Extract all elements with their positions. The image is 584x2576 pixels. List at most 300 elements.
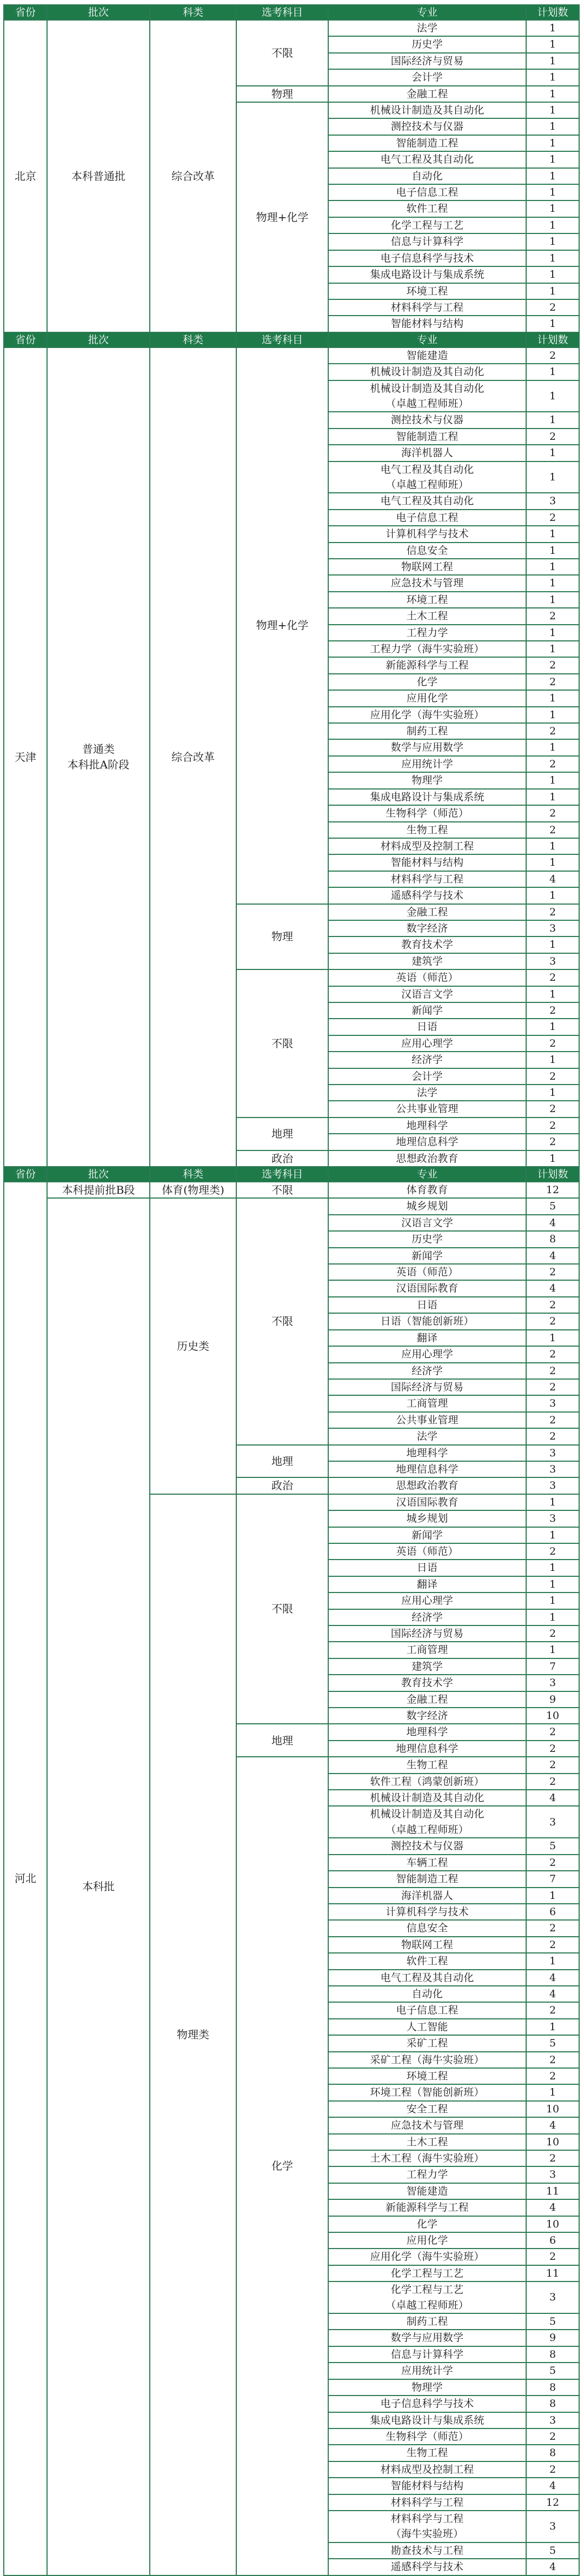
province-cell: 北京 xyxy=(4,20,47,332)
major-cell: 法学 xyxy=(328,20,526,36)
header-batch: 批次 xyxy=(47,332,150,347)
major-cell: 数学与应用数学 xyxy=(328,2330,526,2346)
plan-cell: 9 xyxy=(526,1691,579,1708)
header-batch: 批次 xyxy=(47,5,150,20)
major-cell: 化学工程与工艺 xyxy=(328,2265,526,2281)
major-cell: 工商管理 xyxy=(328,1395,526,1411)
major-cell: 电气工程及其自动化 （卓越工程师班） xyxy=(328,461,526,493)
plan-cell: 5 xyxy=(526,2313,579,2330)
plan-cell: 2 xyxy=(526,1101,579,1117)
major-cell: 数字经济 xyxy=(328,920,526,936)
plan-cell: 1 xyxy=(526,772,579,788)
major-cell: 生物工程 xyxy=(328,2445,526,2461)
major-cell: 工程力学 xyxy=(328,625,526,641)
major-cell: 新闻学 xyxy=(328,1527,526,1543)
major-cell: 生物工程 xyxy=(328,1757,526,1773)
major-cell: 教育技术学 xyxy=(328,1675,526,1691)
major-cell: 工商管理 xyxy=(328,1642,526,1658)
plan-cell: 1 xyxy=(526,1593,579,1609)
header-major: 专业 xyxy=(328,1167,526,1182)
plan-cell: 6 xyxy=(526,2232,579,2249)
plan-cell: 2 xyxy=(526,1625,579,1642)
major-cell: 国际经济与贸易 xyxy=(328,1379,526,1395)
major-cell: 机械设计制造及其自动化 （卓越工程师班） xyxy=(328,1806,526,1838)
plan-cell: 3 xyxy=(526,1510,579,1527)
plan-cell: 1 xyxy=(526,1330,579,1346)
plan-cell: 1 xyxy=(526,838,579,854)
subject-cell: 不限 xyxy=(236,1494,328,1724)
major-cell: 材料成型及控制工程 xyxy=(328,2461,526,2478)
plan-cell: 1 xyxy=(526,233,579,250)
major-cell: 城乡规划 xyxy=(328,1510,526,1527)
plan-cell: 1 xyxy=(526,461,579,493)
major-cell: 遥感科学与技术 xyxy=(328,2559,526,2575)
major-cell: 地理信息科学 xyxy=(328,1134,526,1150)
plan-cell: 2 xyxy=(526,1297,579,1313)
major-cell: 经济学 xyxy=(328,1609,526,1625)
major-cell: 勘查技术与工程 xyxy=(328,2542,526,2559)
major-cell: 地理信息科学 xyxy=(328,1741,526,1757)
major-cell: 物联网工程 xyxy=(328,559,526,575)
major-cell: 建筑学 xyxy=(328,1658,526,1675)
major-cell: 经济学 xyxy=(328,1363,526,1379)
major-cell: 英语（师范） xyxy=(328,1264,526,1280)
plan-cell: 5 xyxy=(526,1198,579,1214)
plan-cell: 8 xyxy=(526,2379,579,2396)
plan-cell: 2 xyxy=(526,657,579,673)
plan-cell: 11 xyxy=(526,2183,579,2199)
plan-cell: 1 xyxy=(526,526,579,542)
plan-cell: 1 xyxy=(526,1953,579,1969)
plan-cell: 1 xyxy=(526,250,579,266)
major-cell: 应急技术与管理 xyxy=(328,575,526,591)
subject-cell: 地理 xyxy=(236,1118,328,1150)
major-cell: 会计学 xyxy=(328,1068,526,1085)
major-cell: 智能建造 xyxy=(328,2183,526,2199)
plan-cell: 1 xyxy=(526,936,579,953)
major-cell: 化学工程与工艺 xyxy=(328,217,526,233)
subject-cell: 物理+化学 xyxy=(236,347,328,904)
major-cell: 经济学 xyxy=(328,1052,526,1068)
subject-cell: 不限 xyxy=(236,1198,328,1444)
plan-cell: 3 xyxy=(526,1477,579,1494)
major-cell: 新能源科学与工程 xyxy=(328,2199,526,2216)
plan-cell: 2 xyxy=(526,1543,579,1560)
plan-cell: 6 xyxy=(526,1904,579,1920)
subject-cell: 不限 xyxy=(236,969,328,1118)
major-cell: 应用统计学 xyxy=(328,756,526,772)
plan-cell: 10 xyxy=(526,2216,579,2232)
plan-cell: 1 xyxy=(526,316,579,332)
subject-cell: 化学 xyxy=(236,1757,328,2575)
subject-cell: 地理 xyxy=(236,1724,328,1757)
plan-cell: 7 xyxy=(526,1871,579,1887)
plan-cell: 1 xyxy=(526,559,579,575)
plan-cell: 2 xyxy=(526,510,579,526)
major-cell: 计算机科学与技术 xyxy=(328,526,526,542)
major-cell: 日语 xyxy=(328,1019,526,1035)
plan-cell: 5 xyxy=(526,2542,579,2559)
major-cell: 应用化学 xyxy=(328,690,526,706)
major-cell: 翻译 xyxy=(328,1576,526,1593)
plan-cell: 2 xyxy=(526,1920,579,1936)
plan-cell: 9 xyxy=(526,2330,579,2346)
province-cell: 天津 xyxy=(4,347,47,1167)
category-cell: 体育(物理类) xyxy=(150,1182,236,1198)
enrollment-plan-table xyxy=(3,4,580,2576)
batch-cell: 本科普通批 xyxy=(47,20,150,332)
major-cell: 应急技术与管理 xyxy=(328,2117,526,2133)
plan-cell: 1 xyxy=(526,412,579,428)
major-cell: 测控技术与仪器 xyxy=(328,118,526,135)
batch-cell: 本科批 xyxy=(47,1198,150,2575)
plan-cell: 1 xyxy=(526,1527,579,1543)
plan-cell: 1 xyxy=(526,102,579,118)
major-cell: 信息安全 xyxy=(328,1920,526,1936)
plan-cell: 2 xyxy=(526,1774,579,1790)
plan-cell: 1 xyxy=(526,1609,579,1625)
major-cell: 集成电路设计与集成系统 xyxy=(328,789,526,805)
plan-cell: 2 xyxy=(526,299,579,316)
major-cell: 汉语国际教育 xyxy=(328,1280,526,1296)
major-cell: 信息安全 xyxy=(328,543,526,559)
header-plan: 计划数 xyxy=(526,1167,579,1182)
plan-cell: 12 xyxy=(526,2494,579,2511)
plan-cell: 2 xyxy=(526,756,579,772)
subject-cell: 物理 xyxy=(236,86,328,102)
plan-cell: 11 xyxy=(526,2265,579,2281)
plan-cell: 2 xyxy=(526,1741,579,1757)
major-cell: 电子信息科学与技术 xyxy=(328,250,526,266)
table-header-row xyxy=(4,1167,579,1182)
major-cell: 智能材料与结构 xyxy=(328,2478,526,2494)
plan-cell: 1 xyxy=(526,283,579,299)
plan-cell: 2 xyxy=(526,347,579,364)
major-cell: 安全工程 xyxy=(328,2101,526,2117)
major-cell: 物理学 xyxy=(328,772,526,788)
major-cell: 海洋机器人 xyxy=(328,1888,526,1904)
major-cell: 土木工程（海牛实验班） xyxy=(328,2150,526,2166)
major-cell: 电气工程及其自动化 xyxy=(328,493,526,509)
major-cell: 法学 xyxy=(328,1085,526,1101)
subject-cell: 不限 xyxy=(236,1182,328,1198)
plan-cell: 1 xyxy=(526,1052,579,1068)
plan-cell: 2 xyxy=(526,1428,579,1444)
header-province: 省份 xyxy=(4,332,47,347)
plan-cell: 3 xyxy=(526,2281,579,2313)
plan-cell: 2 xyxy=(526,1118,579,1134)
plan-cell: 4 xyxy=(526,1970,579,1986)
major-cell: 环境工程 xyxy=(328,592,526,608)
plan-cell: 1 xyxy=(526,986,579,1002)
header-subject: 选考科目 xyxy=(236,332,328,347)
plan-cell: 1 xyxy=(526,707,579,723)
major-cell: 机械设计制造及其自动化 xyxy=(328,102,526,118)
major-cell: 电气工程及其自动化 xyxy=(328,151,526,168)
plan-cell: 4 xyxy=(526,1790,579,1806)
major-cell: 材料科学与工程 xyxy=(328,2494,526,2511)
major-cell: 物联网工程 xyxy=(328,1937,526,1953)
plan-cell: 3 xyxy=(526,953,579,969)
header-major: 专业 xyxy=(328,332,526,347)
major-cell: 生物工程 xyxy=(328,822,526,838)
major-cell: 金融工程 xyxy=(328,904,526,920)
plan-cell: 1 xyxy=(526,445,579,461)
major-cell: 思想政治教育 xyxy=(328,1150,526,1167)
header-batch: 批次 xyxy=(47,1167,150,1182)
plan-cell: 2 xyxy=(526,723,579,739)
header-plan: 计划数 xyxy=(526,332,579,347)
batch-cell: 普通类 本科批A阶段 xyxy=(47,347,150,1167)
plan-cell: 3 xyxy=(526,2511,579,2542)
major-cell: 人工智能 xyxy=(328,2019,526,2035)
major-cell: 公共事业管理 xyxy=(328,1412,526,1428)
major-cell: 土木工程 xyxy=(328,2134,526,2150)
plan-cell: 4 xyxy=(526,2199,579,2216)
plan-cell: 1 xyxy=(526,380,579,412)
plan-cell: 4 xyxy=(526,1215,579,1231)
major-cell: 数学与应用数学 xyxy=(328,739,526,755)
table-header-row xyxy=(4,332,579,347)
plan-cell: 2 xyxy=(526,429,579,445)
plan-cell: 1 xyxy=(526,36,579,52)
table-header-row xyxy=(4,5,579,20)
plan-cell: 5 xyxy=(526,1838,579,1854)
major-cell: 土木工程 xyxy=(328,608,526,624)
major-cell: 化学 xyxy=(328,674,526,690)
plan-cell: 1 xyxy=(526,69,579,85)
plan-cell: 1 xyxy=(526,887,579,904)
plan-cell: 2 xyxy=(526,1412,579,1428)
plan-cell: 2 xyxy=(526,1264,579,1280)
major-cell: 法学 xyxy=(328,1428,526,1444)
major-cell: 生物科学（师范） xyxy=(328,2428,526,2445)
plan-cell: 2 xyxy=(526,2150,579,2166)
major-cell: 电子信息工程 xyxy=(328,510,526,526)
plan-cell: 2 xyxy=(526,2461,579,2478)
major-cell: 应用化学（海牛实验班） xyxy=(328,707,526,723)
plan-cell: 1 xyxy=(526,1085,579,1101)
plan-cell: 4 xyxy=(526,1986,579,2002)
subject-cell: 不限 xyxy=(236,20,328,86)
major-cell: 数字经济 xyxy=(328,1708,526,1724)
plan-cell: 3 xyxy=(526,2412,579,2428)
major-cell: 电子信息工程 xyxy=(328,184,526,200)
major-cell: 遥感科学与技术 xyxy=(328,887,526,904)
plan-cell: 7 xyxy=(526,1658,579,1675)
plan-cell: 8 xyxy=(526,2445,579,2461)
plan-cell: 1 xyxy=(526,789,579,805)
major-cell: 日语（智能创新班） xyxy=(328,1313,526,1329)
plan-cell: 1 xyxy=(526,151,579,168)
plan-cell: 1 xyxy=(526,364,579,380)
major-cell: 工程力学（海牛实验班） xyxy=(328,641,526,657)
subject-cell: 政治 xyxy=(236,1477,328,1494)
plan-cell: 2 xyxy=(526,1346,579,1362)
plan-cell: 2 xyxy=(526,608,579,624)
major-cell: 地理科学 xyxy=(328,1724,526,1740)
subject-cell: 物理 xyxy=(236,904,328,970)
major-cell: 国际经济与贸易 xyxy=(328,53,526,69)
plan-cell: 1 xyxy=(526,1019,579,1035)
category-cell: 历史类 xyxy=(150,1198,236,1494)
major-cell: 国际经济与贸易 xyxy=(328,1625,526,1642)
major-cell: 英语（师范） xyxy=(328,1543,526,1560)
plan-cell: 3 xyxy=(526,493,579,509)
major-cell: 测控技术与仪器 xyxy=(328,412,526,428)
plan-cell: 4 xyxy=(526,871,579,887)
plan-cell: 2 xyxy=(526,1134,579,1150)
major-cell: 车辆工程 xyxy=(328,1855,526,1871)
major-cell: 软件工程 xyxy=(328,1953,526,1969)
plan-cell: 1 xyxy=(526,1642,579,1658)
plan-cell: 1 xyxy=(526,1888,579,1904)
major-cell: 应用统计学 xyxy=(328,2363,526,2379)
header-category: 科类 xyxy=(150,1167,236,1182)
subject-cell: 政治 xyxy=(236,1150,328,1167)
major-cell: 地理信息科学 xyxy=(328,1461,526,1477)
major-cell: 智能制造工程 xyxy=(328,1871,526,1887)
major-cell: 会计学 xyxy=(328,69,526,85)
header-plan: 计划数 xyxy=(526,5,579,20)
plan-cell: 12 xyxy=(526,1182,579,1198)
plan-cell: 1 xyxy=(526,184,579,200)
header-subject: 选考科目 xyxy=(236,1167,328,1182)
major-cell: 应用心理学 xyxy=(328,1593,526,1609)
major-cell: 环境工程 xyxy=(328,283,526,299)
header-province: 省份 xyxy=(4,5,47,20)
plan-cell: 2 xyxy=(526,1379,579,1395)
major-cell: 计算机科学与技术 xyxy=(328,1904,526,1920)
major-cell: 制药工程 xyxy=(328,2313,526,2330)
major-cell: 集成电路设计与集成系统 xyxy=(328,266,526,283)
plan-cell: 1 xyxy=(526,53,579,69)
major-cell: 历史学 xyxy=(328,36,526,52)
major-cell: 采矿工程（海牛实验班） xyxy=(328,2052,526,2068)
major-cell: 制药工程 xyxy=(328,723,526,739)
major-cell: 新闻学 xyxy=(328,1248,526,1264)
province-cell: 河北 xyxy=(4,1182,47,2575)
plan-cell: 1 xyxy=(526,625,579,641)
table-body xyxy=(4,5,579,2575)
table-row xyxy=(4,1198,579,1214)
plan-cell: 4 xyxy=(526,2117,579,2133)
major-cell: 信息与计算科学 xyxy=(328,2346,526,2363)
major-cell: 材料成型及控制工程 xyxy=(328,838,526,854)
plan-cell: 1 xyxy=(526,266,579,283)
plan-cell: 1 xyxy=(526,20,579,36)
major-cell: 环境工程（智能创新班） xyxy=(328,2084,526,2100)
plan-cell: 8 xyxy=(526,1231,579,1247)
major-cell: 地理科学 xyxy=(328,1118,526,1134)
major-cell: 应用心理学 xyxy=(328,1346,526,1362)
plan-cell: 2 xyxy=(526,1855,579,1871)
plan-cell: 2 xyxy=(526,1002,579,1019)
plan-cell: 3 xyxy=(526,1806,579,1838)
major-cell: 思想政治教育 xyxy=(328,1477,526,1494)
plan-cell: 2 xyxy=(526,1724,579,1740)
header-category: 科类 xyxy=(150,5,236,20)
major-cell: 应用心理学 xyxy=(328,1035,526,1052)
major-cell: 自动化 xyxy=(328,1986,526,2002)
major-cell: 公共事业管理 xyxy=(328,1101,526,1117)
plan-cell: 1 xyxy=(526,543,579,559)
plan-cell: 5 xyxy=(526,2363,579,2379)
major-cell: 应用化学（海牛实验班） xyxy=(328,2249,526,2265)
major-cell: 环境工程 xyxy=(328,2068,526,2084)
plan-cell: 2 xyxy=(526,1757,579,1773)
major-cell: 体育教育 xyxy=(328,1182,526,1198)
plan-cell: 2 xyxy=(526,2052,579,2068)
plan-cell: 4 xyxy=(526,2478,579,2494)
category-cell: 综合改革 xyxy=(150,347,236,1167)
major-cell: 材料科学与工程 （海牛实验班） xyxy=(328,2511,526,2542)
major-cell: 机械设计制造及其自动化 xyxy=(328,364,526,380)
major-cell: 汉语国际教育 xyxy=(328,1494,526,1510)
major-cell: 工程力学 xyxy=(328,2166,526,2183)
major-cell: 化学 xyxy=(328,2216,526,2232)
plan-cell: 2 xyxy=(526,1068,579,1085)
major-cell: 软件工程 xyxy=(328,200,526,217)
plan-cell: 10 xyxy=(526,2134,579,2150)
major-cell: 化学工程与工艺 （卓越工程师班） xyxy=(328,2281,526,2313)
major-cell: 汉语言文学 xyxy=(328,1215,526,1231)
major-cell: 测控技术与仪器 xyxy=(328,1838,526,1854)
major-cell: 新闻学 xyxy=(328,1002,526,1019)
plan-cell: 1 xyxy=(526,1560,579,1576)
major-cell: 电子信息工程 xyxy=(328,2002,526,2018)
plan-cell: 2 xyxy=(526,805,579,821)
plan-cell: 1 xyxy=(526,1494,579,1510)
table-row xyxy=(4,1182,579,1198)
plan-cell: 3 xyxy=(526,1445,579,1461)
category-cell: 物理类 xyxy=(150,1494,236,2575)
major-cell: 英语（师范） xyxy=(328,969,526,986)
plan-cell: 1 xyxy=(526,118,579,135)
major-cell: 教育技术学 xyxy=(328,936,526,953)
major-cell: 采矿工程 xyxy=(328,2035,526,2051)
plan-cell: 2 xyxy=(526,1313,579,1329)
major-cell: 机械设计制造及其自动化 （卓越工程师班） xyxy=(328,380,526,412)
batch-cell: 本科提前批B段 xyxy=(47,1182,150,1198)
subject-cell: 物理+化学 xyxy=(236,102,328,332)
major-cell: 智能制造工程 xyxy=(328,429,526,445)
plan-cell: 2 xyxy=(526,1035,579,1052)
plan-cell: 2 xyxy=(526,2068,579,2084)
plan-cell: 2 xyxy=(526,2002,579,2018)
plan-cell: 2 xyxy=(526,1937,579,1953)
plan-cell: 2 xyxy=(526,674,579,690)
plan-cell: 1 xyxy=(526,2019,579,2035)
major-cell: 智能材料与结构 xyxy=(328,854,526,871)
header-category: 科类 xyxy=(150,332,236,347)
plan-cell: 4 xyxy=(526,1248,579,1264)
plan-cell: 1 xyxy=(526,200,579,217)
category-cell: 综合改革 xyxy=(150,20,236,332)
major-cell: 材料科学与工程 xyxy=(328,871,526,887)
header-subject: 选考科目 xyxy=(236,5,328,20)
plan-cell: 3 xyxy=(526,1675,579,1691)
plan-cell: 5 xyxy=(526,2035,579,2051)
plan-cell: 2 xyxy=(526,1363,579,1379)
header-province: 省份 xyxy=(4,1167,47,1182)
major-cell: 物理学 xyxy=(328,2379,526,2396)
plan-cell: 1 xyxy=(526,854,579,871)
plan-cell: 3 xyxy=(526,920,579,936)
plan-cell: 1 xyxy=(526,135,579,151)
major-cell: 软件工程（鸿蒙创新班） xyxy=(328,1774,526,1790)
plan-cell: 2 xyxy=(526,2249,579,2265)
